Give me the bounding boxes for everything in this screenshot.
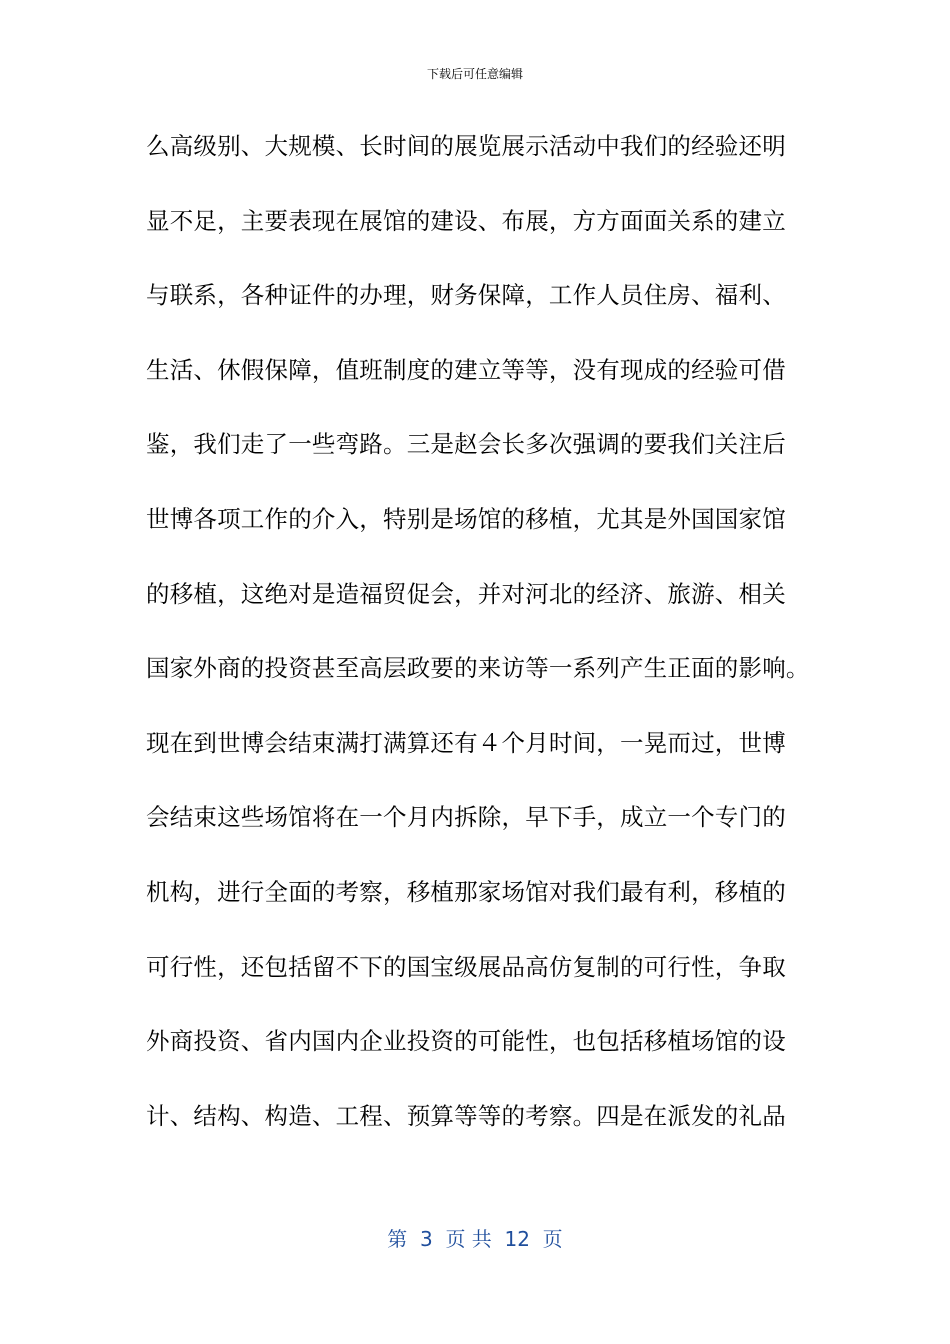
body-line: 现在到世博会结束满打满算还有４个月时间，一晃而过，世博 [146, 728, 786, 757]
page-header-note: 下载后可任意编辑 [426, 67, 523, 81]
document-body [146, 124, 810, 1168]
body-line: 显不足，主要表现在展馆的建设、布展，方方面面关系的建立 [146, 206, 786, 235]
body-line: 世博各项工作的介入，特别是场馆的移植，尤其是外国国家馆 [146, 504, 786, 533]
body-line: 的移植，这绝对是造福贸促会，并对河北的经济、旅游、相关 [146, 579, 786, 608]
body-line: 与联系，各种证件的办理，财务保障，工作人员住房、福利、 [146, 281, 786, 310]
body-line: 么高级别、大规模、长时间的展览展示活动中我们的经验还明 [146, 132, 786, 160]
body-line: 生活、休假保障，值班制度的建立等等，没有现成的经验可借 [146, 355, 786, 384]
page-number-footer: 第 3 页 共 12 页 [387, 1227, 563, 1251]
body-line: 外商投资、省内国内企业投资的可能性，也包括移植场馆的设 [146, 1027, 786, 1056]
body-line: 会结束这些场馆将在一个月内拆除，早下手，成立一个专门的 [146, 803, 786, 832]
body-line: 计、结构、构造、工程、预算等等的考察。四是在派发的礼品 [146, 1101, 786, 1130]
body-line: 可行性，还包括留不下的国宝级展品高仿复制的可行性，争取 [146, 952, 786, 981]
body-line: 国家外商的投资甚至高层政要的来访等一系列产生正面的影响。 [146, 654, 810, 683]
body-line: 机构，进行全面的考察，移植那家场馆对我们最有利，移植的 [146, 877, 786, 906]
body-line: 鉴，我们走了一些弯路。三是赵会长多次强调的要我们关注后 [146, 430, 786, 459]
